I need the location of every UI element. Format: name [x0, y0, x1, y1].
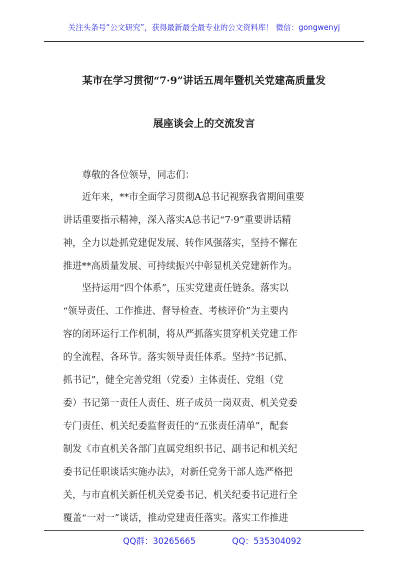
paragraph-line: 近年来，**市全面学习贯彻A总书记视察我省期间重要: [82, 192, 305, 203]
paragraph-line: 专门责任、机关纪委监督责任的“五张责任清单”，配套: [63, 421, 289, 432]
paragraph-1: [63, 186, 359, 278]
footer-qq-contact: QQ：535304092: [232, 536, 302, 546]
paragraph-2: [63, 277, 359, 530]
paragraph-line: 讲话重要指示精神，深入落实A总书记“7·9”重要讲话精: [63, 215, 292, 226]
paragraph-line: 覆盖“一对一”谈话，推动党建责任落实。落实工作推进: [63, 513, 289, 524]
document-title-line-2: 展座谈会上的交流发言: [153, 118, 255, 130]
paragraph-line: 神，全力以赴抓党建促发展、转作风强落实，坚持不懈在: [63, 238, 298, 249]
header-divider: [44, 41, 364, 42]
paragraph-line: 坚持运用“四个体系”，压实党建责任链条。落实以: [82, 283, 289, 294]
paragraph-line: 推进**高质量发展、可持续振兴中彰显机关党建新作为。: [63, 261, 298, 272]
paragraph-line: 关，与市直机关新任机关党委书记、机关纪委书记进行全: [63, 490, 298, 501]
paragraph-line: 抓书记”，健全完善党组（党委）主体责任、党组（党: [63, 375, 284, 386]
document-title-line-1: 某市在学习贯彻“7·9”讲话五周年暨机关党建高质量发: [82, 75, 326, 87]
paragraph-line: “领导责任、工作推进、督导检查、考核评价”为主要内: [63, 306, 289, 317]
paragraph-line: 制发《市直机关各部门直属党组织书记、副书记和机关纪: [63, 444, 298, 455]
salutation: [63, 164, 359, 187]
paragraph-line: 容的闭环运行工作机制，将从严抓落实贯穿机关党建工作: [63, 329, 298, 340]
salutation-text: 尊敬的各位领导，同志们：: [82, 170, 195, 181]
header-banner: 关注头条号“公文研究”，获得最新最全最专业的公文资料库！ 微信：gongwenyj: [68, 23, 340, 32]
footer-qq-group: QQ群：30265665: [123, 536, 196, 546]
paragraph-line: 委书记任职谈话实施办法》，对新任党务干部人选严格把: [63, 467, 293, 478]
paragraph-line: 的全流程、各环节。落实领导责任体系。坚持“书记抓、: [63, 352, 293, 363]
paragraph-line: 委）书记第一责任人责任、班子成员一岗双责、机关党委: [63, 398, 298, 409]
footer-divider: [44, 530, 364, 531]
